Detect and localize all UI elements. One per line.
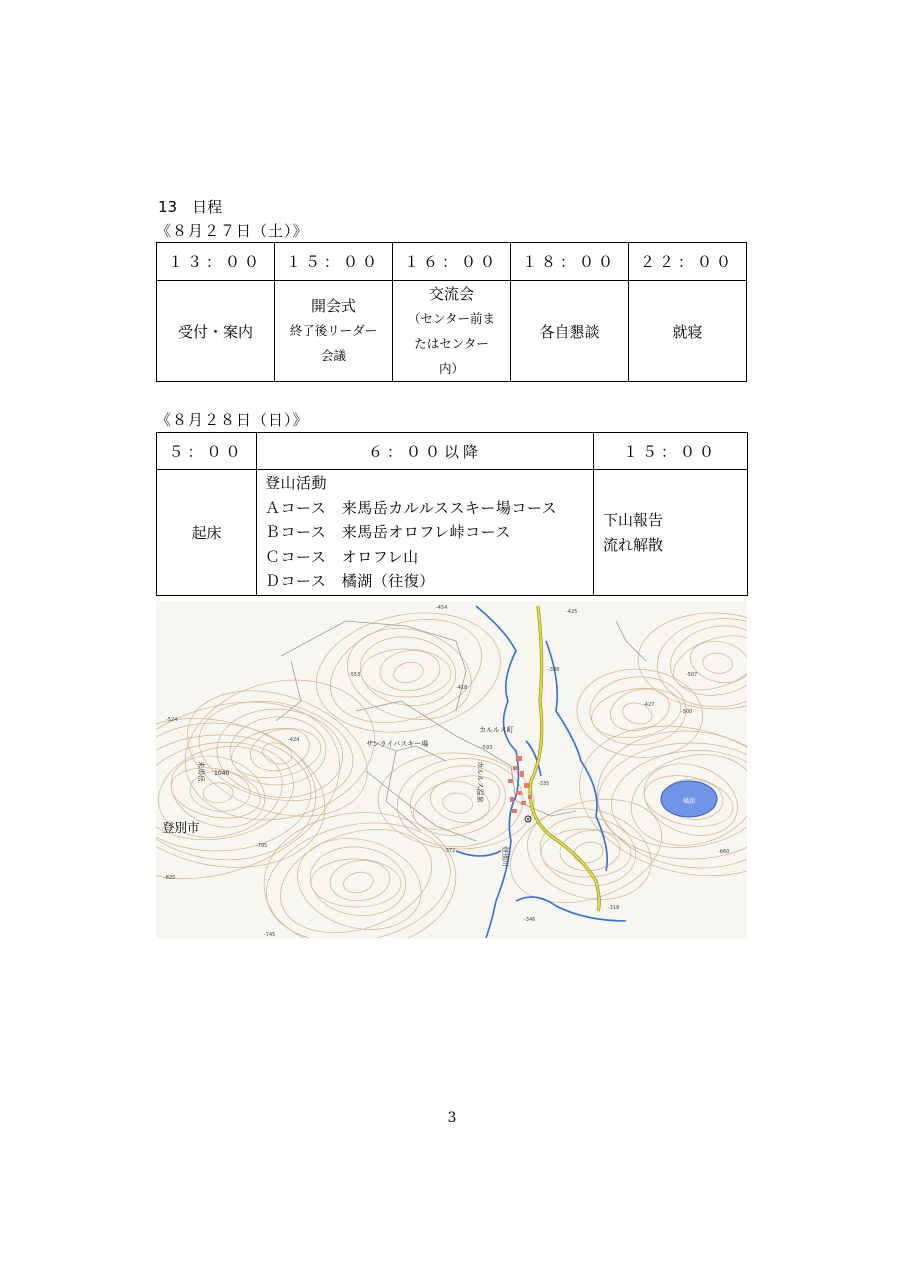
exchange-sub: （センター前ま xyxy=(407,310,495,326)
day2-event-row xyxy=(157,470,748,596)
activity-title: 登山活動 xyxy=(265,474,328,493)
day1-heading: 《８月２７日（土）》 xyxy=(156,222,309,240)
day1-time-cell: ２２：００ xyxy=(629,243,747,281)
event-wakeup: 起床 xyxy=(157,470,257,596)
elevation-label: -454 xyxy=(436,605,448,611)
day1-schedule-table xyxy=(156,242,747,382)
elevation-label: -660 xyxy=(718,849,730,855)
wrapup-line: 下山報告 xyxy=(603,510,664,529)
map-label-summit: 1040 xyxy=(214,770,230,777)
day1-event-row xyxy=(157,281,747,382)
day2-time-row xyxy=(157,433,748,470)
course-item: Ａコース 来馬岳カルルススキー場コース xyxy=(265,498,558,517)
event-free-talk: 各自懇談 xyxy=(511,281,629,382)
elevation-label: -553 xyxy=(349,672,361,678)
elevation-label: -335 xyxy=(538,781,550,787)
day2-time-cell: １５：００ xyxy=(594,433,748,470)
day2-time-cell: ５：００ xyxy=(157,433,257,470)
map-label-city: 登別市 xyxy=(162,820,200,835)
elevation-label: -745 xyxy=(264,932,276,938)
elevation-label: -388 xyxy=(548,667,560,673)
map-label-ski: サンライバスキー場 xyxy=(366,740,429,748)
elevation-label: -500 xyxy=(681,709,693,715)
event-wrapup xyxy=(594,470,748,596)
exchange-main: 交流会 xyxy=(428,284,474,303)
page-number: 3 xyxy=(447,1110,457,1126)
elevation-label: -372 xyxy=(444,848,456,854)
map-label-mountain: 来馬岳 xyxy=(197,761,205,782)
day1-time-cell: １６：００ xyxy=(393,243,511,281)
elevation-label: -318 xyxy=(608,905,620,911)
day2-time-cell: ６：００以降 xyxy=(257,433,594,470)
topographic-map xyxy=(156,601,747,938)
elevation-label: -346 xyxy=(524,917,536,923)
course-item: Ｃコース オロフレ山 xyxy=(265,547,419,566)
event-reception: 受付・案内 xyxy=(157,281,275,382)
opening-main: 開会式 xyxy=(310,297,356,315)
event-opening xyxy=(275,281,393,382)
event-climbing xyxy=(257,470,594,596)
elevation-label: -593 xyxy=(481,745,493,751)
day2-schedule-table xyxy=(156,432,748,596)
map-label-onsen: カルルス温泉 xyxy=(476,761,484,803)
exchange-sub: たはセンター xyxy=(414,335,489,351)
map-label-lake: 橘湖 xyxy=(683,798,696,805)
map-label-town: カルルス町 xyxy=(479,726,514,734)
elevation-label: -424 xyxy=(288,737,300,743)
opening-sub: 終了後リーダー xyxy=(289,323,378,338)
elevation-label: -427 xyxy=(643,702,655,708)
map-label-river: 登別川 xyxy=(501,846,509,867)
elevation-label: -524 xyxy=(166,717,178,723)
day1-time-cell: １５：００ xyxy=(275,243,393,281)
event-bedtime: 就寝 xyxy=(629,281,747,382)
opening-sub: 会議 xyxy=(320,348,346,363)
event-exchange xyxy=(393,281,511,382)
day1-time-row xyxy=(157,243,747,281)
elevation-label: -795 xyxy=(256,843,268,849)
course-item: Ｄコース 橘湖（往復） xyxy=(265,572,435,591)
elevation-label: -507 xyxy=(686,672,698,678)
day2-heading: 《８月２８日（日）》 xyxy=(156,411,309,429)
day1-time-cell: １３：００ xyxy=(157,243,275,281)
elevation-label: -425 xyxy=(566,609,578,615)
day1-time-cell: １８：００ xyxy=(511,243,629,281)
wrapup-line: 流れ解散 xyxy=(603,535,664,554)
exchange-sub: 内） xyxy=(438,360,464,376)
elevation-label: -825 xyxy=(164,875,176,881)
section-title: 13 日程 xyxy=(158,198,223,216)
course-item: Ｂコース 来馬岳オロフレ峠コース xyxy=(265,523,511,542)
elevation-label: -418 xyxy=(456,685,468,691)
